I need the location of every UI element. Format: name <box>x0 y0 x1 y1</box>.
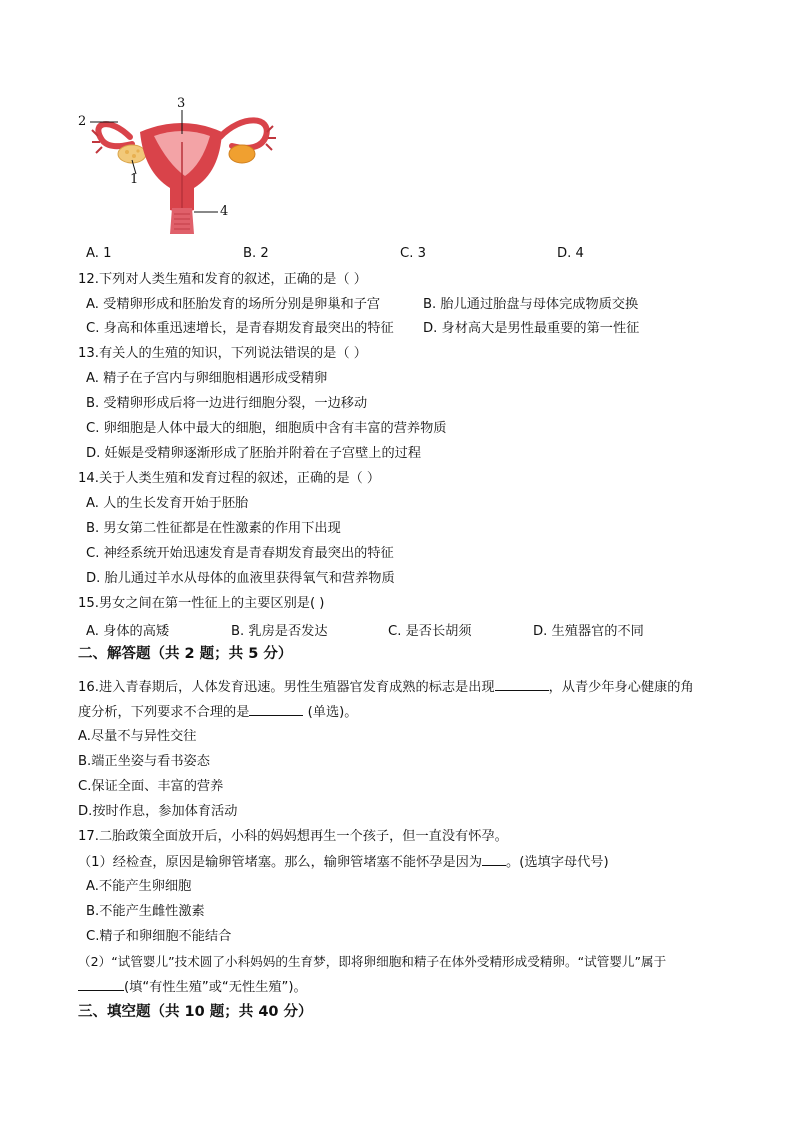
q17-stem: 17.二胎政策全面放开后，小科的妈妈想再生一个孩子，但一直没有怀孕。 <box>78 829 508 844</box>
q12-option-b[interactable]: B. 胎儿通过胎盘与母体完成物质交换 <box>423 297 639 312</box>
q14-stem: 14.关于人类生殖和发育过程的叙述，正确的是（ ） <box>78 471 381 486</box>
female-reproductive-diagram <box>70 92 290 242</box>
q15-option-c[interactable]: C. 是否长胡须 <box>388 624 472 639</box>
q14-option-d[interactable]: D. 胎儿通过羊水从母体的血液里获得氧气和营养物质 <box>86 571 395 586</box>
q16-stem-line1 <box>78 678 694 697</box>
q15-options <box>86 620 726 638</box>
q15-stem: 15.男女之间在第一性征上的主要区别是( ) <box>78 596 325 611</box>
q13-option-c[interactable]: C. 卵细胞是人体中最大的细胞，细胞质中含有丰富的营养物质 <box>86 421 447 436</box>
q16-stem-part-a: 16.进入青春期后，人体发育迅速。男性生殖器官发育成熟的标志是出现 <box>78 680 495 695</box>
q13-option-a[interactable]: A. 精子在子宫内与卵细胞相遇形成受精卵 <box>86 371 328 386</box>
q16-option-a[interactable]: A.尽量不与异性交往 <box>78 729 197 744</box>
q16-stem-part-c: 度分析，下列要求不合理的是 <box>78 705 250 720</box>
q17-part2-line2 <box>78 978 307 997</box>
q16-blank-1[interactable] <box>495 678 549 691</box>
q11-option-a[interactable]: A. 1 <box>86 246 112 261</box>
q16-option-b[interactable]: B.端正坐姿与看书姿态 <box>78 754 210 769</box>
q17-part1-text-b: 。(选填字母代号) <box>506 855 609 870</box>
q17-part2-text-a: （2）“试管婴儿”技术圆了小科妈妈的生育梦，即将卵细胞和精子在体外受精形成受精卵。“试管婴儿”属于 <box>78 954 667 969</box>
q17-option-a[interactable]: A.不能产生卵细胞 <box>86 879 192 894</box>
q17-part1 <box>78 853 609 872</box>
section-2-heading: 二、解答题（共 2 题；共 5 分） <box>78 646 293 662</box>
label-4: 4 <box>220 204 229 219</box>
q17-part2-text-b: (填“有性生殖”或“无性生殖”)。 <box>124 980 307 995</box>
q16-stem-part-d: (单选)。 <box>303 705 358 720</box>
q17-option-b[interactable]: B.不能产生雌性激素 <box>86 904 205 919</box>
q15-option-a[interactable]: A. 身体的高矮 <box>86 624 170 639</box>
q17-blank-2[interactable] <box>78 978 124 991</box>
q14-option-c[interactable]: C. 神经系统开始迅速发育是青春期发育最突出的特征 <box>86 546 394 561</box>
uterus-illustration <box>70 92 290 242</box>
q15-option-b[interactable]: B. 乳房是否发达 <box>231 624 328 639</box>
q13-option-d[interactable]: D. 妊娠是受精卵逐渐形成了胚胎并附着在子宫壁上的过程 <box>86 446 422 461</box>
q16-blank-2[interactable] <box>249 703 303 716</box>
q12-option-c[interactable]: C. 身高和体重迅速增长，是青春期发育最突出的特征 <box>86 321 394 336</box>
q13-option-b[interactable]: B. 受精卵形成后将一边进行细胞分裂，一边移动 <box>86 396 368 411</box>
q14-option-a[interactable]: A. 人的生长发育开始于胚胎 <box>86 496 249 511</box>
label-2: 2 <box>78 114 87 129</box>
q11-option-c[interactable]: C. 3 <box>400 246 426 261</box>
label-1: 1 <box>130 172 139 187</box>
q13-stem: 13.有关人的生殖的知识，下列说法错误的是（ ） <box>78 346 367 361</box>
q16-option-d[interactable]: D.按时作息，参加体育活动 <box>78 804 238 819</box>
q12-stem: 12.下列对人类生殖和发育的叙述，正确的是（ ） <box>78 272 367 287</box>
q11-option-b[interactable]: B. 2 <box>243 246 269 261</box>
q17-blank-1[interactable] <box>482 853 506 866</box>
q12-option-d[interactable]: D. 身材高大是男性最重要的第一性征 <box>423 321 640 336</box>
label-3: 3 <box>177 96 186 111</box>
q14-option-b[interactable]: B. 男女第二性征都是在性激素的作用下出现 <box>86 521 341 536</box>
q15-option-d[interactable]: D. 生殖器官的不同 <box>533 624 644 639</box>
q12-option-a[interactable]: A. 受精卵形成和胚胎发育的场所分别是卵巢和子宫 <box>86 297 381 312</box>
q11-options <box>86 246 726 264</box>
q17-part1-text-a: （1）经检查，原因是输卵管堵塞。那么，输卵管堵塞不能怀孕是因为 <box>78 855 483 870</box>
q16-stem-part-b: ，从青少年身心健康的角 <box>548 680 694 695</box>
q11-option-d[interactable]: D. 4 <box>557 246 584 261</box>
q16-stem-line2 <box>78 703 357 722</box>
q17-option-c[interactable]: C.精子和卵细胞不能结合 <box>86 929 232 944</box>
section-3-heading: 三、填空题（共 10 题；共 40 分） <box>78 1004 313 1020</box>
q16-option-c[interactable]: C.保证全面、丰富的营养 <box>78 779 224 794</box>
